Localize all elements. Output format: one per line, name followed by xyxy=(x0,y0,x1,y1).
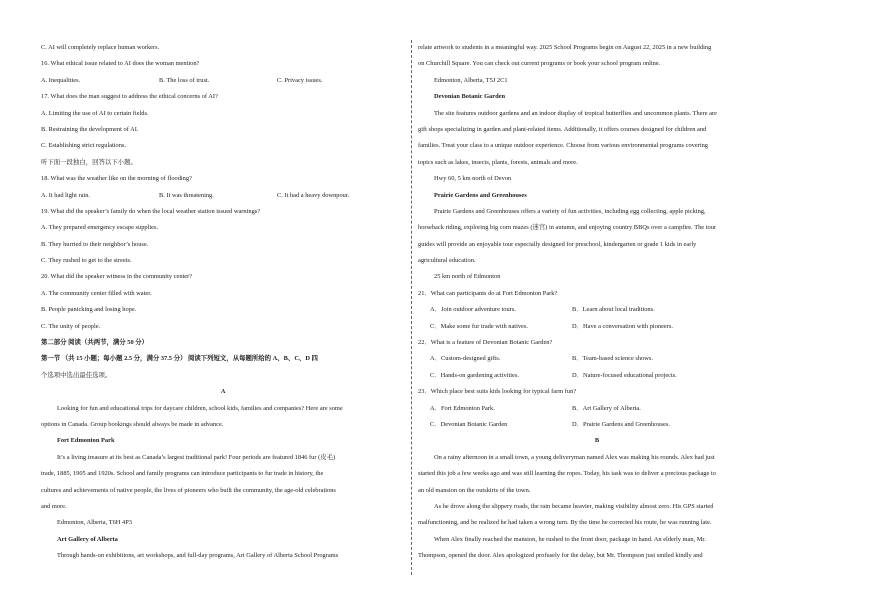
art-gallery-title: Art Gallery of Alberta xyxy=(57,535,118,543)
q18-option-a: A. It had light rain. xyxy=(41,191,90,199)
devonian-garden-text: topics such as lakes, insects, plants, forests, animals and more. xyxy=(418,158,578,166)
fort-edmonton-text: cultures and achievements of native people, the lives of pioneers who built the community, the age-old celebrations xyxy=(41,486,336,494)
q15-option-c: C. AI will completely replace human workers. xyxy=(41,44,160,51)
passage-b-text: When Alex finally reached the mansion, he rushed to the front door, package in hand. An elderly man, Mr. xyxy=(434,535,706,543)
q16-option-a: A. Inequalities. xyxy=(41,76,81,84)
q23-option-b: B．Art Gallery of Alberta. xyxy=(572,404,641,412)
art-gallery-address: Edmonton, Alberta, T5J 2C1 xyxy=(434,76,508,84)
q20-option-b: B. People panicking and losing hope. xyxy=(41,306,137,314)
passage-a-intro-cont: options in Canada. Group bookings should always be made in advance. xyxy=(41,420,224,428)
q21-option-b: B．Learn about local traditions. xyxy=(572,306,655,314)
q20-option-a: A. The community center filled with water. xyxy=(41,289,152,297)
q16-option-b: B. The loss of trust. xyxy=(159,76,210,84)
q16-option-c: C. Privacy issues. xyxy=(277,76,323,84)
q21-options-row xyxy=(418,319,776,335)
passage-a-intro: Looking for fun and educational trips for daycare children, school kids, families and companies? Here are some xyxy=(57,404,343,412)
passage-b-text: started this job a few weeks ago and was still learning the ropes. Today, his task was to deliver a precious package to xyxy=(418,470,716,478)
prairie-gardens-address: 25 km north of Edmonton xyxy=(434,273,501,281)
passage-a-label: A xyxy=(220,388,226,396)
devonian-garden-text: The site features outdoor gardens and an indoor display of tropical butterflies and uncommon plants. There are xyxy=(434,109,717,117)
q21-option-a: A．Join outdoor adventure tours. xyxy=(430,306,516,314)
devonian-garden-address: Hwy 60, 5 km north of Devon xyxy=(434,175,512,183)
passage-b-text: Thompson, opened the door. Alex apologized profusely for the delay, but Mr. Thompson just smiled kindly and xyxy=(418,552,703,560)
column-divider xyxy=(411,40,412,575)
q23-options-row xyxy=(418,401,776,417)
q16-options xyxy=(41,73,405,89)
q22-option-c: C．Hands-on gardening activities. xyxy=(430,371,519,379)
q23-option-d: D．Prairie Gardens and Greenhouses. xyxy=(572,420,670,428)
prairie-gardens-title: Prairie Gardens and Greenhouses xyxy=(434,191,527,199)
q22-options-row xyxy=(418,351,776,367)
q18-options xyxy=(41,188,405,204)
art-gallery-text: relate artwork to students in a meaningful way. 2025 School Programs begin on August 22, 2025 in a new building xyxy=(418,44,712,51)
q20-option-c: C. The unity of people. xyxy=(41,322,101,330)
question-23: 23．Which place best suits kids looking for typical farm fun? xyxy=(418,388,577,396)
devonian-garden-text: gift shops specializing in garden and plant-related items. Additionally, it offers courses designed for children and xyxy=(418,125,707,133)
q23-options-row xyxy=(418,417,776,433)
question-17: 17. What does the man suggest to address the ethical concerns of AI? xyxy=(41,93,218,101)
listening-instruction: 听下面一段独白，回答以下小题。 xyxy=(41,158,137,166)
art-gallery-text: Through hands-on exhibitions, art workshops, and full-day programs, Art Gallery of Alberta School Programs xyxy=(57,552,339,560)
question-22: 22．What is a feature of Devonian Botanic Garden? xyxy=(418,339,553,347)
q17-option-b: B. Restraining the development of AI. xyxy=(41,125,139,133)
passage-b-text: malfunctioning, and he realized he had taken a wrong turn. By the time he corrected his route, he was running late. xyxy=(418,519,712,527)
right-column xyxy=(418,40,776,565)
prairie-gardens-text: Prairie Gardens and Greenhouses offers a variety of fun activities, including egg collecting, apple picking, xyxy=(434,207,706,215)
question-18: 18. What was the weather like on the morning of flooding? xyxy=(41,175,192,183)
left-column xyxy=(41,40,405,565)
passage-b-text: an old mansion on the outskirts of the town. xyxy=(418,486,531,494)
devonian-garden-title: Devonian Botanic Garden xyxy=(434,93,506,101)
q19-option-c: C. They rushed to get to the streets. xyxy=(41,257,132,265)
prairie-gardens-text: horseback riding, exploring big corn mazes (迷宫) in autumn, and enjoying country BBQs over a campfire. The tour xyxy=(418,224,717,232)
passage-b-label: B xyxy=(594,437,600,445)
q21-options-row xyxy=(418,302,776,318)
q23-option-c: C．Devonian Botanic Garden xyxy=(430,420,508,428)
section-1-heading-cont: 个选项中选出最佳选项。 xyxy=(41,371,112,379)
q22-option-d: D．Nature-focused educational projects. xyxy=(572,371,677,379)
fort-edmonton-text: It’s a living treasure at its best as Canada’s largest traditional park! Four periods are featured 1846 fur (皮毛) xyxy=(57,453,336,461)
fort-edmonton-address: Edmonton, Alberta, T6H 4P3 xyxy=(57,519,132,527)
q22-option-a: A．Custom-designed gifts. xyxy=(430,355,501,363)
q19-option-b: B. They hurried to their neighbor’s house. xyxy=(41,240,149,248)
question-19: 19. What did the speaker’s family do when the local weather station issued warnings? xyxy=(41,207,261,215)
prairie-gardens-text: agricultural education. xyxy=(418,257,476,265)
fort-edmonton-text: trade, 1885, 1905 and 1920s. School and family programs can introduce participants to fur trade in history, the xyxy=(41,470,324,478)
passage-b-text: As he drove along the slippery roads, the rain became heavier, making visibility almost zero. His GPS started xyxy=(434,502,714,510)
q17-option-c: C. Establishing strict regulations. xyxy=(41,142,127,150)
art-gallery-text: on Churchill Square. You can check out current programs or book your school program online. xyxy=(418,60,661,68)
section-1-heading: 第一节 （共 15 小题；每小题 2.5 分，满分 37.5 分） 阅读下列短文，从每题所给的 A、B、C、D 四 xyxy=(41,355,318,363)
q22-option-b: B．Team-based science shows. xyxy=(572,355,654,363)
q22-options-row xyxy=(418,368,776,384)
q23-option-a: A．Fort Edmonton Park. xyxy=(430,404,495,412)
passage-b-text: On a rainy afternoon in a small town, a young deliveryman named Alex was making his rounds. Alex had just xyxy=(434,453,715,461)
q21-option-c: C．Make some fur trade with natives. xyxy=(430,322,528,330)
question-21: 21．What can participants do at Fort Edmonton Park? xyxy=(418,289,558,297)
q17-option-a: A. Limiting the use of AI to certain fields. xyxy=(41,109,149,117)
prairie-gardens-text: guides will provide an enjoyable tour especially designed for preschool, kindergarten or grade 1 kids in early xyxy=(418,240,697,248)
q18-option-b: B. It was threatening. xyxy=(159,191,214,199)
question-20: 20. What did the speaker witness in the community center? xyxy=(41,273,193,281)
devonian-garden-text: families. Treat your class to a unique outdoor experience. Choose from various environmental programs covering xyxy=(418,142,708,150)
part-2-heading: 第二部分 阅读（共两节，满分 50 分） xyxy=(41,339,149,347)
q18-option-c: C. It had a heavy downpour. xyxy=(277,191,350,199)
q19-option-a: A. They prepared emergency escape supplies. xyxy=(41,224,159,232)
question-16: 16. What ethical issue related to AI does the woman mention? xyxy=(41,60,200,68)
q21-option-d: D．Have a conversation with pioneers. xyxy=(572,322,673,330)
fort-edmonton-text: and more. xyxy=(41,502,67,510)
fort-edmonton-title: Fort Edmonton Park xyxy=(57,437,115,445)
